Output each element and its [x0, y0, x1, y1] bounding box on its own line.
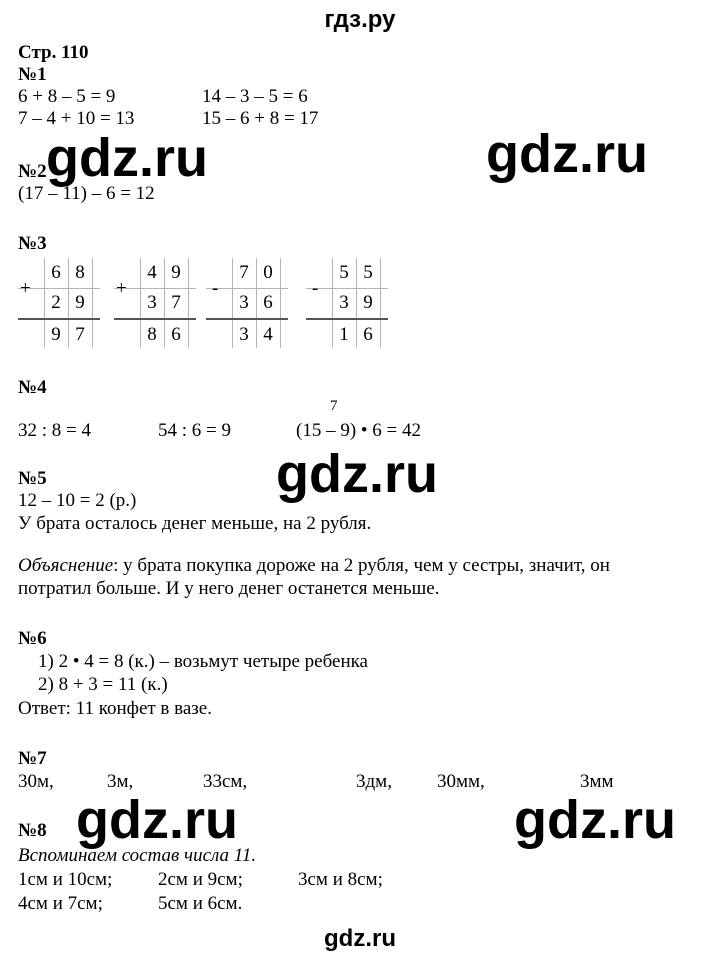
digit: 3: [239, 292, 249, 313]
digit: 4: [263, 324, 273, 345]
page-title: Стр. 110: [18, 42, 89, 63]
digit: 0: [263, 262, 273, 283]
task7-value: 30мм,: [437, 771, 485, 792]
grid-line: [92, 258, 93, 348]
digit: 3: [239, 324, 249, 345]
task4-superscript: 7: [330, 398, 338, 414]
task4-expr-2: 54 : 6 = 9: [158, 420, 231, 441]
grid-line: [188, 258, 189, 348]
digit: 6: [263, 292, 273, 313]
task1-expr-4: 15 – 6 + 8 = 17: [202, 108, 319, 129]
task1-expr-1: 6 + 8 – 5 = 9: [18, 86, 116, 107]
task4-expr-1: 32 : 8 = 4: [18, 420, 91, 441]
task7-value: 3дм,: [356, 771, 392, 792]
task6-step-1: 1) 2 • 4 = 8 (к.) – возьмут четыре ребенка: [38, 651, 368, 672]
digit: 9: [171, 262, 181, 283]
task7-value: 3мм: [580, 771, 614, 792]
digit: 6: [51, 262, 61, 283]
grid-line: [280, 258, 281, 348]
watermark-logo: gdz.ru: [276, 444, 438, 504]
digit: 8: [75, 262, 85, 283]
digit: 7: [171, 292, 181, 313]
digit: 5: [363, 262, 373, 283]
task7-label: №7: [18, 748, 47, 769]
column-calculation-1: [18, 258, 100, 348]
task8-item: 4см и 7см;: [18, 893, 103, 914]
watermark-logo: gdz.ru: [486, 124, 648, 184]
operation-sign: +: [116, 278, 127, 299]
task6-answer: Ответ: 11 конфет в вазе.: [18, 698, 212, 719]
task5-label: №5: [18, 468, 47, 489]
column-calculation-3: [206, 258, 288, 348]
digit: 2: [51, 292, 61, 313]
task8-item: 2см и 9см;: [158, 869, 243, 890]
task5-explanation-line-2: потратил больше. И у него денег останется меньше.: [18, 578, 440, 599]
task1-label: №1: [18, 64, 47, 85]
digit: 9: [363, 292, 373, 313]
operation-sign: -: [312, 278, 319, 299]
task8-item: 3см и 8см;: [298, 869, 383, 890]
site-footer: gdz.ru: [324, 925, 396, 952]
digit: 9: [75, 292, 85, 313]
digit: 3: [147, 292, 157, 313]
task7-value: 30м,: [18, 771, 54, 792]
explanation-label: Объяснение: [18, 555, 114, 576]
digit: 6: [171, 324, 181, 345]
task1-expr-2: 14 – 3 – 5 = 6: [202, 86, 308, 107]
digit: 3: [339, 292, 349, 313]
task1-expr-3: 7 – 4 + 10 = 13: [18, 108, 135, 129]
task5-answer: У брата осталось денег меньше, на 2 рубля.: [18, 513, 372, 534]
watermark-logo: gdz.ru: [514, 790, 676, 850]
task6-label: №6: [18, 628, 47, 649]
task8-item: 1см и 10см;: [18, 869, 113, 890]
digit: 6: [363, 324, 373, 345]
digit: 8: [147, 324, 157, 345]
digit: 4: [147, 262, 157, 283]
task2-expr: (17 – 11) – 6 = 12: [18, 183, 155, 204]
task8-intro: Вспоминаем состав числа 11.: [18, 845, 257, 866]
task5-expr: 12 – 10 = 2 (р.): [18, 490, 137, 511]
task5-explanation-line-1: [18, 555, 610, 577]
digit: 7: [75, 324, 85, 345]
operation-sign: +: [20, 278, 31, 299]
task3-label: №3: [18, 233, 47, 254]
task7-value: 33см,: [203, 771, 248, 792]
grid-line: [380, 258, 381, 348]
task7-value: 3м,: [107, 771, 134, 792]
column-calculation-2: [114, 258, 196, 348]
task6-step-2: 2) 8 + 3 = 11 (к.): [38, 674, 168, 695]
operation-sign: -: [212, 278, 219, 299]
task8-label: №8: [18, 820, 47, 841]
digit: 9: [51, 324, 61, 345]
digit: 1: [339, 324, 349, 345]
watermark-logo: gdz.ru: [46, 128, 208, 188]
watermark-logo: gdz.ru: [76, 790, 238, 850]
site-header: гдз.ру: [324, 6, 396, 33]
task4-label: №4: [18, 377, 47, 398]
digit: 7: [239, 262, 249, 283]
column-calculation-4: [306, 258, 388, 348]
explanation-text: : у брата покупка дороже на 2 рубля, чем у сестры, значит, он: [113, 555, 610, 576]
task2-label: №2: [18, 161, 47, 182]
task8-item: 5см и 6см.: [158, 893, 243, 914]
task4-expr-3: (15 – 9) • 6 = 42: [296, 420, 422, 441]
digit: 5: [339, 262, 349, 283]
